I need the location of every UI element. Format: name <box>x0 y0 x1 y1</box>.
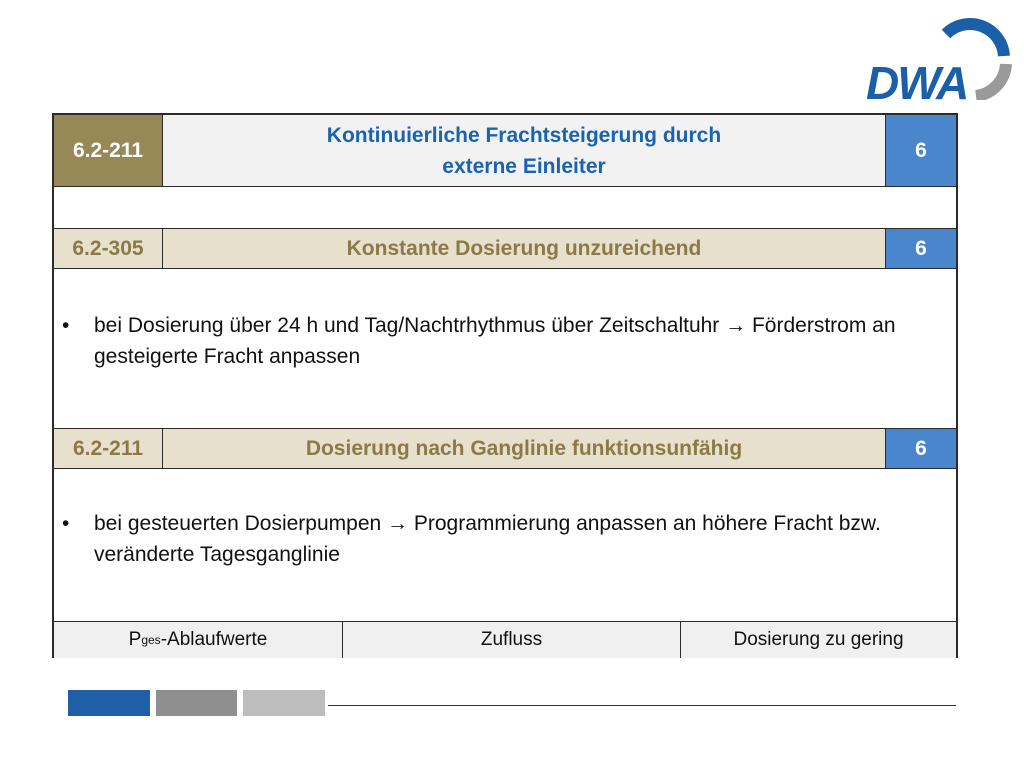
section-number: 6 <box>886 115 956 186</box>
bullet-marker: • <box>62 512 70 535</box>
section-header-3 <box>54 428 956 469</box>
footer-cell-zufluss: Zufluss <box>342 622 680 658</box>
info-table <box>52 113 958 658</box>
section-title <box>163 115 886 186</box>
footer-row <box>54 621 956 658</box>
section-title-line1: Kontinuierliche Frachtsteigerung durch <box>326 123 722 147</box>
decor-bar-gray <box>156 690 237 716</box>
section-title: Dosierung nach Ganglinie funktionsunfähig <box>163 429 886 468</box>
section-title: Konstante Dosierung unzureichend <box>163 229 886 268</box>
bullet-text: bei Dosierung über 24 h und Tag/Nachtrhythmus über Zeitschaltuhr → Förderstrom an gesteigerte Fracht anpassen <box>94 314 896 368</box>
section-code: 6.2-305 <box>54 229 163 268</box>
section-header-2 <box>54 228 956 269</box>
bullet-marker: • <box>62 314 70 337</box>
section-code: 6.2-211 <box>54 115 163 186</box>
section-title-line2: externe Einleiter <box>442 154 606 178</box>
section-header-1 <box>54 115 956 187</box>
footer-cell-ablaufwerte: P ges -Ablaufwerte <box>128 629 268 650</box>
section-number: 6 <box>886 229 956 268</box>
dwa-logo <box>866 16 1012 109</box>
decor-bar-lightgray <box>243 690 325 716</box>
footer-cell-dosierung: Dosierung zu gering <box>680 622 956 658</box>
decor-bar-blue <box>68 690 150 716</box>
footer-rule <box>328 705 956 706</box>
bullet-text: bei gesteuerten Dosierpumpen → Programmierung anpassen an höhere Fracht bzw. veränderte Tagesganglinie <box>94 512 881 566</box>
section-code: 6.2-211 <box>54 429 163 468</box>
logo-text: DWA <box>866 57 968 109</box>
section-number: 6 <box>886 429 956 468</box>
